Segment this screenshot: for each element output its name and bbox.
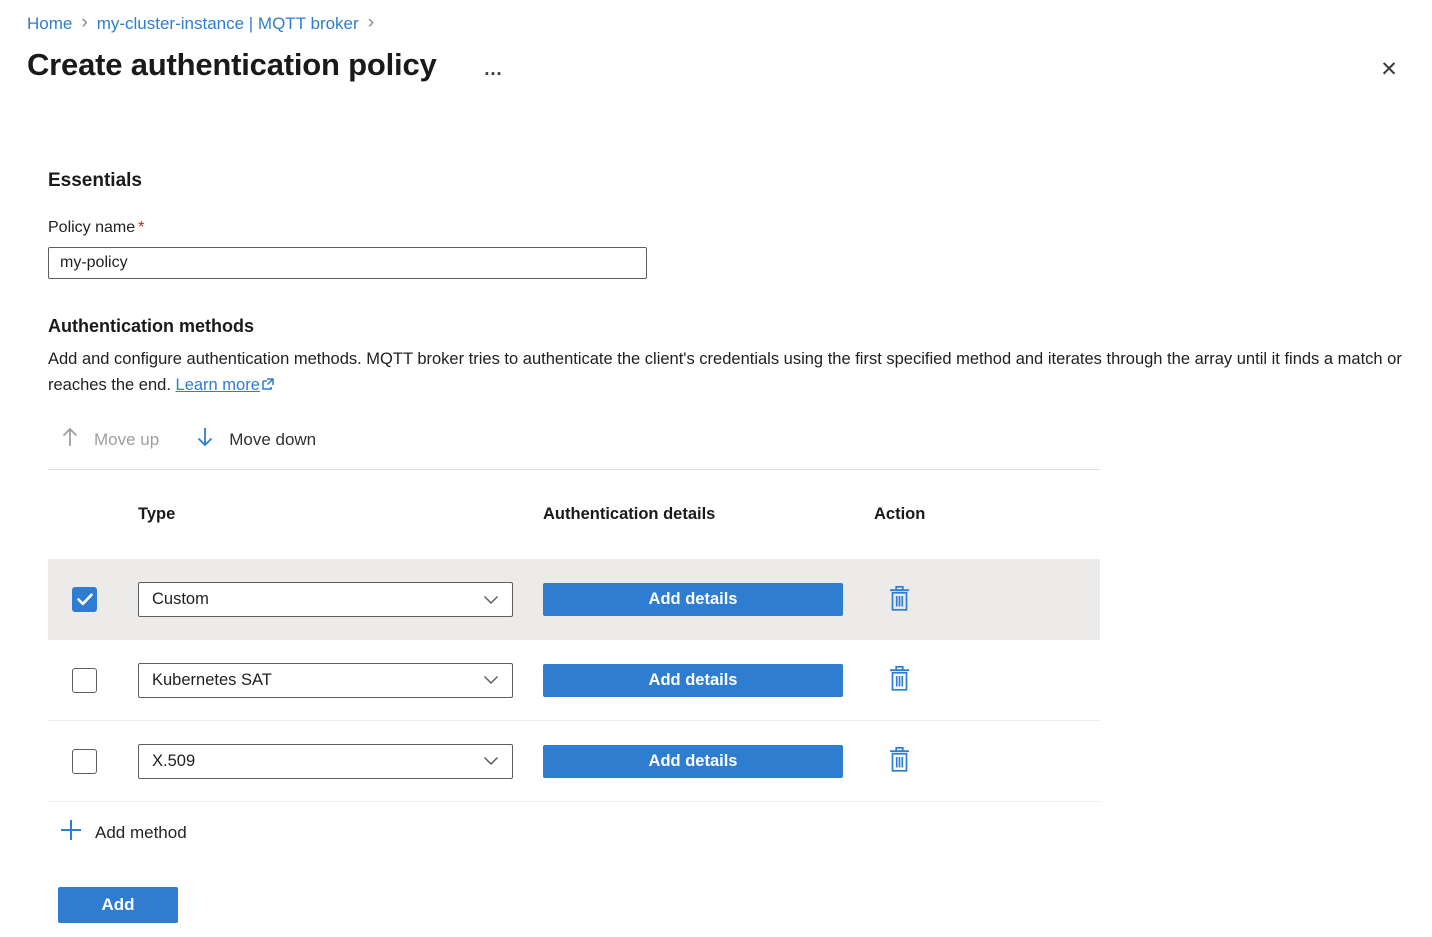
chevron-down-icon xyxy=(483,756,499,766)
essentials-heading: Essentials xyxy=(48,170,142,191)
page-header xyxy=(27,47,1417,83)
row-checkbox-checked[interactable] xyxy=(72,587,97,612)
add-details-button[interactable]: Add details xyxy=(543,745,843,778)
methods-table xyxy=(48,470,1100,802)
external-link-icon xyxy=(261,373,275,399)
column-header-authentication-details: Authentication details xyxy=(543,505,716,523)
move-up-label: Move up xyxy=(94,429,160,449)
delete-trash-icon[interactable] xyxy=(886,583,913,614)
table-row xyxy=(48,559,1100,640)
type-select-value: Custom xyxy=(152,590,209,608)
table-row xyxy=(48,640,1100,721)
policy-name-input[interactable] xyxy=(48,247,647,279)
chevron-right-icon: › xyxy=(367,12,375,33)
learn-more-link[interactable] xyxy=(176,376,275,394)
add-details-button[interactable]: Add details xyxy=(543,583,843,616)
type-select-value: X.509 xyxy=(152,751,196,770)
auth-methods-description xyxy=(48,346,1414,399)
add-details-button[interactable]: Add details xyxy=(543,664,843,697)
add-method-button[interactable] xyxy=(60,819,187,846)
plus-icon xyxy=(60,819,82,846)
table-header-row xyxy=(48,470,1100,559)
chevron-down-icon xyxy=(483,675,499,685)
auth-methods-description-text: Add and configure authentication methods. MQTT broker tries to authenticate the client's credentials using the first specified method and iterates through the array until it finds a match or reaches the end. xyxy=(48,350,1402,394)
delete-trash-icon[interactable] xyxy=(886,744,913,775)
move-down-label: Move down xyxy=(229,429,317,449)
breadcrumb xyxy=(0,0,1432,34)
close-icon[interactable]: ✕ xyxy=(1380,57,1398,81)
move-up-button[interactable] xyxy=(60,426,159,453)
type-select-value: Kubernetes SAT xyxy=(152,670,272,689)
type-select[interactable] xyxy=(138,663,513,698)
breadcrumb-home-link[interactable]: Home xyxy=(27,13,73,33)
learn-more-label: Learn more xyxy=(175,376,260,394)
check-icon xyxy=(77,593,93,606)
column-header-type: Type xyxy=(138,505,176,523)
methods-toolbar xyxy=(48,422,1100,470)
policy-name-label xyxy=(48,219,1432,237)
add-button[interactable]: Add xyxy=(58,887,178,923)
arrow-down-icon xyxy=(195,426,215,453)
add-method-label: Add method xyxy=(95,822,187,842)
row-checkbox-unchecked[interactable] xyxy=(72,668,97,693)
chevron-right-icon: › xyxy=(81,12,88,33)
more-options-button[interactable]: … xyxy=(483,58,505,80)
move-down-button[interactable] xyxy=(195,426,316,453)
chevron-down-icon xyxy=(483,595,499,605)
table-row xyxy=(48,721,1100,802)
policy-name-label-text: Policy name xyxy=(48,219,136,236)
required-marker: * xyxy=(138,219,145,236)
breadcrumb-cluster-link[interactable]: my-cluster-instance | MQTT broker xyxy=(96,13,359,33)
type-select[interactable] xyxy=(138,744,513,779)
column-header-action: Action xyxy=(874,505,926,523)
type-select[interactable] xyxy=(138,582,513,617)
auth-methods-heading: Authentication methods xyxy=(48,316,254,336)
arrow-up-icon xyxy=(60,426,80,453)
row-checkbox-unchecked[interactable] xyxy=(72,749,97,774)
page-title: Create authentication policy xyxy=(27,47,437,82)
delete-trash-icon[interactable] xyxy=(886,663,913,694)
